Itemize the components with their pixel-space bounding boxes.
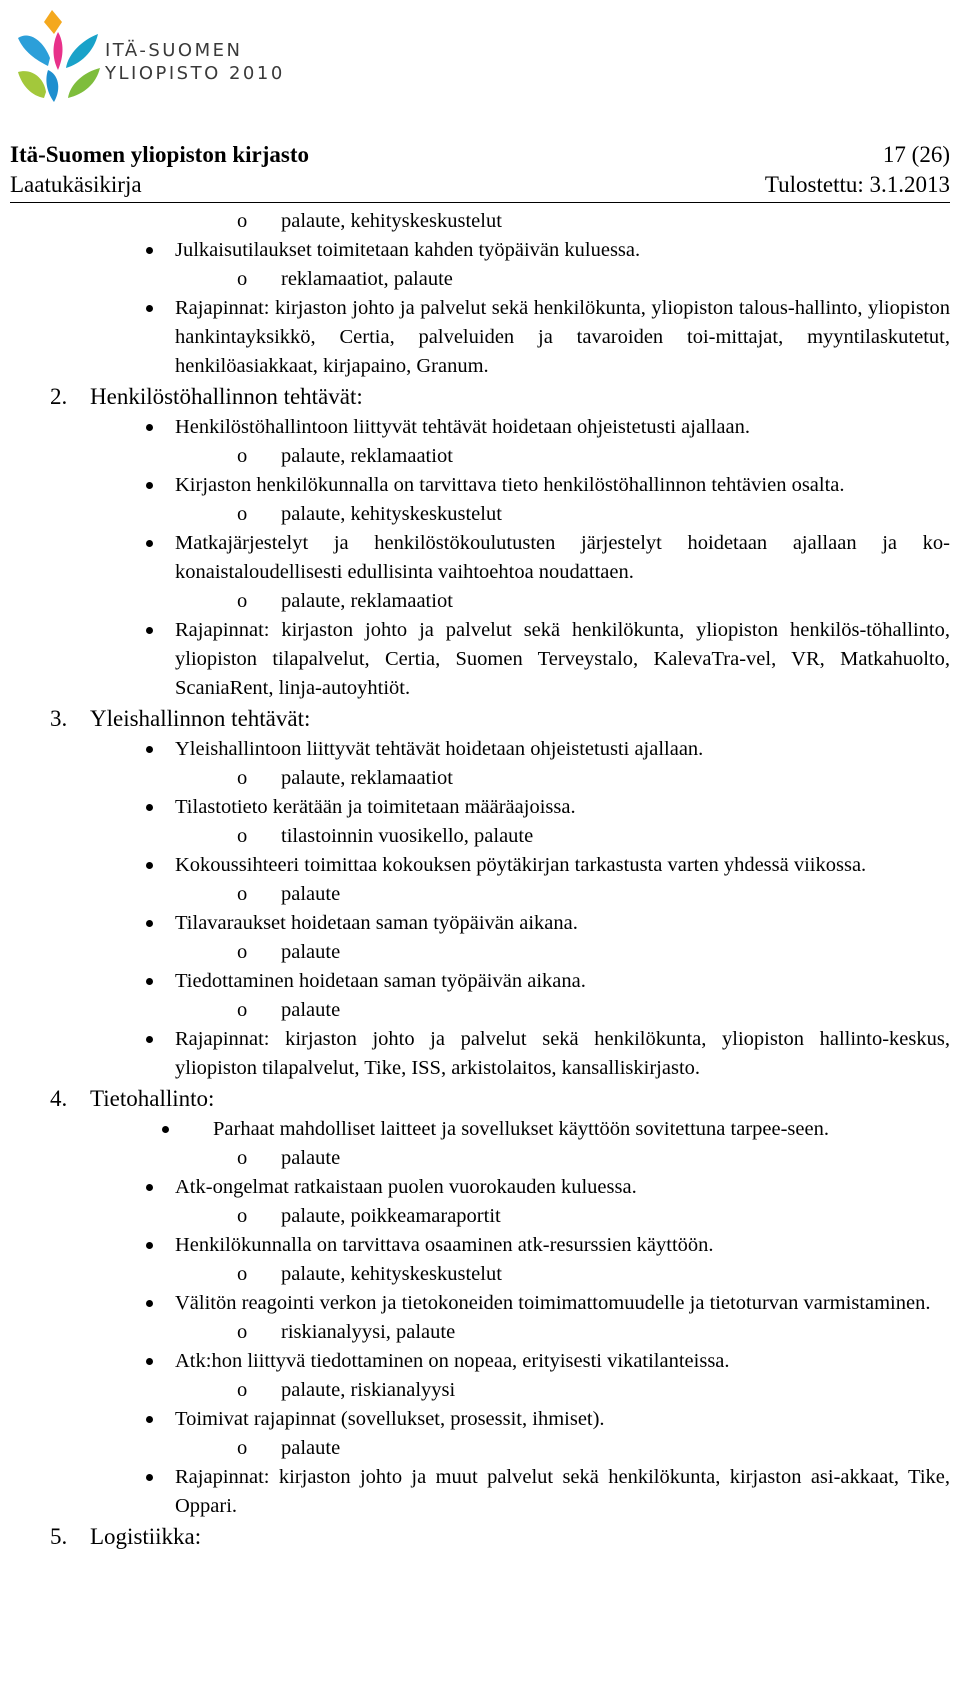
sub-item <box>0 587 960 616</box>
sub-item <box>0 265 960 294</box>
page-number: 17 (26) <box>882 142 950 167</box>
bullet-text: Henkilöstöhallintoon liittyvät tehtävät hoidetaan ohjeistetusti ajallaan. <box>175 416 751 438</box>
sub-marker: o <box>237 1437 248 1459</box>
bullet-marker <box>146 1036 153 1043</box>
sub-item-text: palaute <box>281 1437 341 1459</box>
bullet-text: Henkilökunnalla on tarvittava osaaminen atk-resurssien käyttöön. <box>175 1234 714 1256</box>
section-number: 2. <box>50 384 68 409</box>
bullet-item <box>0 967 960 996</box>
bullet-marker <box>146 746 153 753</box>
bullet-item <box>0 851 960 880</box>
sub-item <box>0 442 960 471</box>
bullet-marker <box>146 1358 153 1365</box>
sub-item <box>0 880 960 909</box>
sub-item-text: palaute, riskianalyysi <box>281 1379 456 1401</box>
bullet-item <box>0 1115 960 1144</box>
sub-marker: o <box>237 503 248 525</box>
page-header <box>10 140 950 200</box>
header-divider <box>10 202 950 203</box>
bullet-text: Kokoussihteeri toimittaa kokouksen pöytäkirjan tarkastusta varten yhdessä viikossa. <box>175 854 867 876</box>
bullet-item <box>0 236 960 265</box>
bullet-text: Matkajärjestelyt ja henkilöstökoulutusten järjestelyt hoidetaan ajallaan ja ko-konaistaloudellisesti edullisinta vaihtoehtoa noudattaen. <box>175 532 950 583</box>
sub-item <box>0 764 960 793</box>
sub-item <box>0 207 960 236</box>
bullet-item <box>0 413 960 442</box>
bullet-marker <box>146 1416 153 1423</box>
section-heading <box>0 703 960 735</box>
bullet-text: Välitön reagointi verkon ja tietokoneiden toimimattomuudelle ja tietoturvan varmistaminen. <box>175 1292 931 1314</box>
sub-item-text: palaute <box>281 941 341 963</box>
sub-item-text: riskianalyysi, palaute <box>281 1321 456 1343</box>
bullet-item <box>0 529 960 587</box>
bullet-marker <box>146 482 153 489</box>
bullet-item <box>0 1173 960 1202</box>
sub-marker: o <box>237 767 248 789</box>
sub-marker: o <box>237 999 248 1021</box>
bullet-marker <box>146 978 153 985</box>
sub-marker: o <box>237 210 248 232</box>
sub-item-text: palaute <box>281 999 341 1021</box>
bullet-marker <box>146 1474 153 1481</box>
bullet-item <box>0 1405 960 1434</box>
bullet-text: Yleishallintoon liittyvät tehtävät hoidetaan ohjeistetusti ajallaan. <box>175 738 704 760</box>
sub-item <box>0 1318 960 1347</box>
logo-text-line2: YLIOPISTO 2010 <box>105 63 285 84</box>
bullet-item <box>0 793 960 822</box>
bullet-text: Atk:hon liittyvä tiedottaminen on nopeaa, erityisesti vikatilanteissa. <box>175 1350 730 1372</box>
bullet-text: Rajapinnat: kirjaston johto ja muut palvelut sekä henkilökunta, kirjaston asi-akkaat, Tike, Oppari. <box>175 1466 950 1517</box>
section-number: 3. <box>50 706 68 731</box>
sub-item <box>0 1260 960 1289</box>
bullet-item <box>0 1025 960 1083</box>
sub-marker: o <box>237 1263 248 1285</box>
sub-item-text: palaute, kehityskeskustelut <box>281 210 502 232</box>
sub-item-text: palaute, reklamaatiot <box>281 445 453 467</box>
bullet-marker <box>146 1184 153 1191</box>
bullet-text: Atk-ongelmat ratkaistaan puolen vuorokauden kuluessa. <box>175 1176 637 1198</box>
bullet-text: Parhaat mahdolliset laitteet ja sovellukset käyttöön sovitettuna tarpee-seen. <box>213 1118 829 1140</box>
sub-item <box>0 822 960 851</box>
sub-marker: o <box>237 941 248 963</box>
bullet-marker <box>146 627 153 634</box>
bullet-text: Julkaisutilaukset toimitetaan kahden työpäivän kuluessa. <box>175 239 641 261</box>
section-heading <box>0 381 960 413</box>
logo-mark-icon <box>14 8 104 108</box>
sub-item-text: palaute <box>281 883 341 905</box>
sub-marker: o <box>237 590 248 612</box>
section-title: Tietohallinto: <box>90 1086 215 1111</box>
bullet-marker <box>146 305 153 312</box>
sub-item-text: palaute, kehityskeskustelut <box>281 1263 502 1285</box>
bullet-item <box>0 1289 960 1318</box>
sub-item <box>0 1202 960 1231</box>
sub-item <box>0 1434 960 1463</box>
bullet-item <box>0 1347 960 1376</box>
bullet-marker <box>146 804 153 811</box>
sub-item <box>0 1144 960 1173</box>
section-number: 5. <box>50 1524 68 1549</box>
sub-marker: o <box>237 883 248 905</box>
bullet-item <box>0 616 960 703</box>
logo-text-line1: ITÄ-SUOMEN <box>105 40 243 61</box>
sub-marker: o <box>237 1205 248 1227</box>
section-title: Logistiikka: <box>90 1524 202 1549</box>
section-title: Henkilöstöhallinnon tehtävät: <box>90 384 363 409</box>
bullet-marker <box>146 1300 153 1307</box>
bullet-item <box>0 1231 960 1260</box>
sub-item-text: palaute, reklamaatiot <box>281 590 453 612</box>
sub-item <box>0 500 960 529</box>
section-title: Yleishallinnon tehtävät: <box>90 706 311 731</box>
sub-marker: o <box>237 1321 248 1343</box>
section-number: 4. <box>50 1086 68 1111</box>
bullet-marker <box>146 424 153 431</box>
bullet-text: Rajapinnat: kirjaston johto ja palvelut sekä henkilökunta, yliopiston henkilös-töhallinto, yliopiston tilapalvelut, Certia, Suomen Terveystalo, KalevaTra-vel, VR, Matkahuolto, ScaniaRent, linja-autoyhtiöt. <box>175 619 950 699</box>
sub-item-text: palaute <box>281 1147 341 1169</box>
sub-item-text: reklamaatiot, palaute <box>281 268 453 290</box>
sub-marker: o <box>237 1379 248 1401</box>
sub-item-text: palaute, poikkeamaraportit <box>281 1205 501 1227</box>
bullet-text: Tilavaraukset hoidetaan saman työpäivän aikana. <box>175 912 578 934</box>
bullet-text: Toimivat rajapinnat (sovellukset, prosessit, ihmiset). <box>175 1408 605 1430</box>
bullet-item <box>0 294 960 381</box>
bullet-item <box>0 1463 960 1521</box>
bullet-marker <box>146 862 153 869</box>
document-name: Laatukäsikirja <box>10 172 142 197</box>
sub-item <box>0 1376 960 1405</box>
bullet-text: Rajapinnat: kirjaston johto ja palvelut sekä henkilökunta, yliopiston talous-hallinto, yliopiston hankintayksikkö, Certia, palveluiden ja tavaroiden toi-mittajat, myyntilaskutetut, henkilöasiakkaat, kirjapaino, Granum. <box>175 297 950 377</box>
sub-marker: o <box>237 825 248 847</box>
bullet-item <box>0 735 960 764</box>
sub-item <box>0 996 960 1025</box>
document-body <box>0 207 960 1553</box>
bullet-item <box>0 909 960 938</box>
university-logo <box>14 8 314 112</box>
bullet-text: Tilastotieto kerätään ja toimitetaan määräajoissa. <box>175 796 576 818</box>
print-date: Tulostettu: 3.1.2013 <box>764 172 950 197</box>
bullet-text: Tiedottaminen hoidetaan saman työpäivän aikana. <box>175 970 586 992</box>
bullet-marker <box>162 1126 169 1133</box>
sub-item-text: palaute, reklamaatiot <box>281 767 453 789</box>
sub-item <box>0 938 960 967</box>
bullet-item <box>0 471 960 500</box>
library-title: Itä-Suomen yliopiston kirjasto <box>10 142 310 167</box>
section-heading <box>0 1083 960 1115</box>
sub-item-text: palaute, kehityskeskustelut <box>281 503 502 525</box>
bullet-marker <box>146 920 153 927</box>
bullet-text: Kirjaston henkilökunnalla on tarvittava tieto henkilöstöhallinnon tehtävien osalta. <box>175 474 845 496</box>
section-heading <box>0 1521 960 1553</box>
sub-marker: o <box>237 268 248 290</box>
sub-marker: o <box>237 1147 248 1169</box>
sub-item-text: tilastoinnin vuosikello, palaute <box>281 825 534 847</box>
bullet-marker <box>146 247 153 254</box>
bullet-text: Rajapinnat: kirjaston johto ja palvelut sekä henkilökunta, yliopiston hallinto-keskus, yliopiston tilapalvelut, Tike, ISS, arkistolaitos, kansalliskirjasto. <box>175 1028 950 1079</box>
sub-marker: o <box>237 445 248 467</box>
bullet-marker <box>146 540 153 547</box>
bullet-marker <box>146 1242 153 1249</box>
